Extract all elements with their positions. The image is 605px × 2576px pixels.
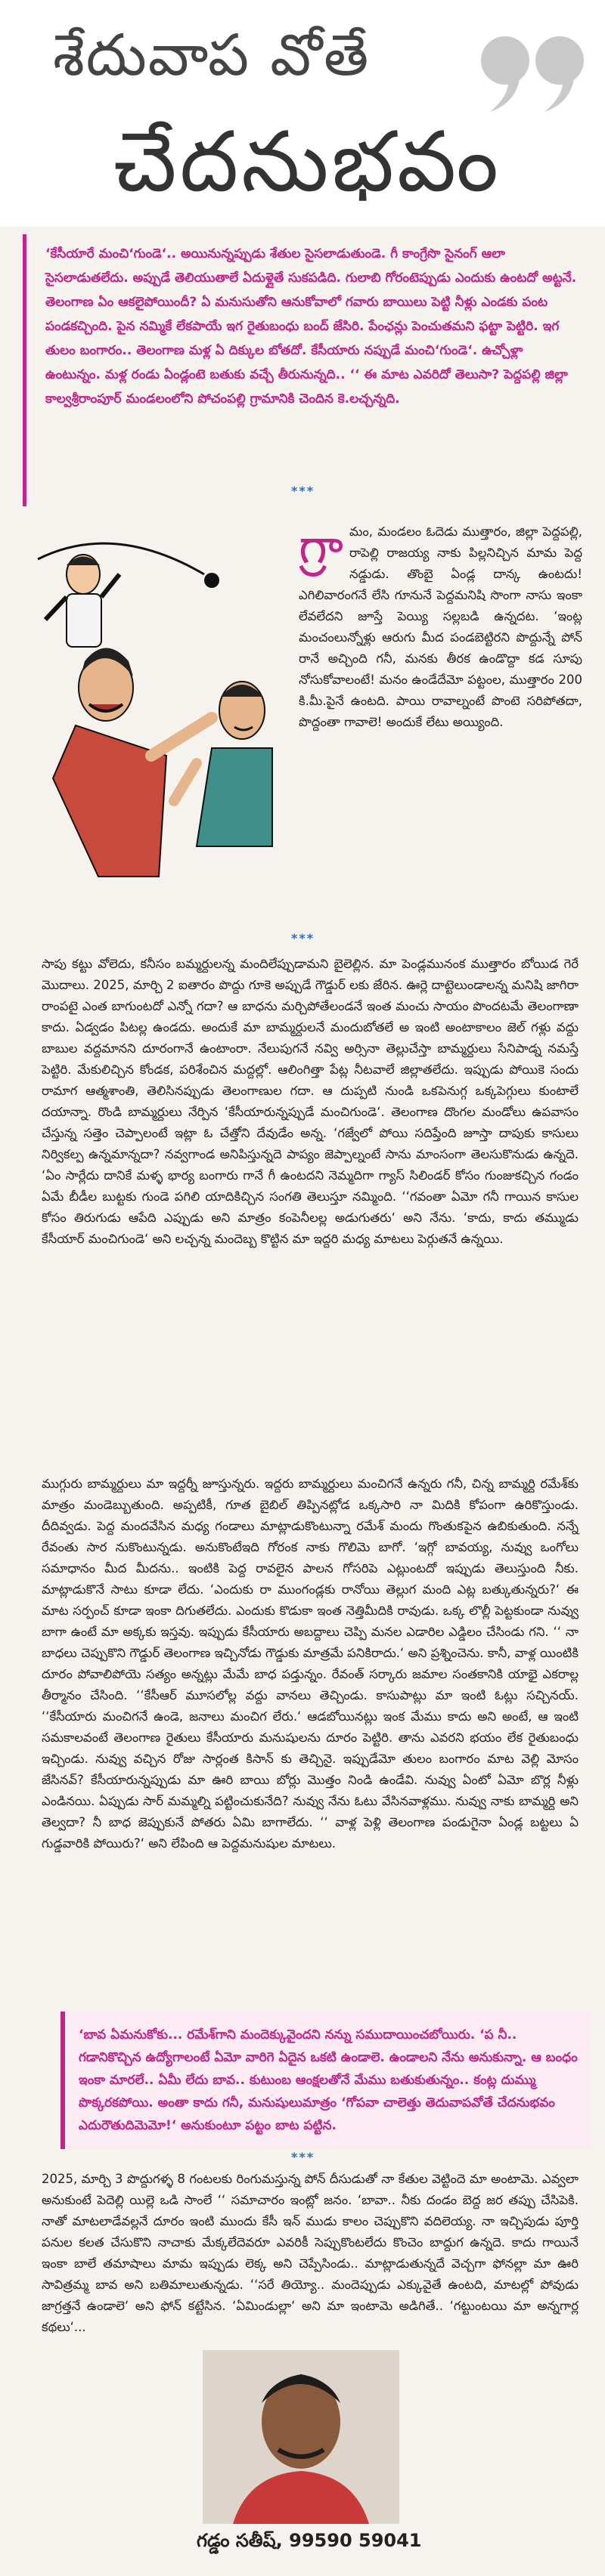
author-photo [203, 2350, 399, 2524]
section-separator: *** [291, 484, 315, 498]
author-portrait-icon [203, 2350, 399, 2524]
section-separator-3: *** [291, 2150, 315, 2164]
paragraph-2: సాపు కట్టు వోలెదు, కనీసం బమ్మర్దులన్న మందిలేప్పుడామని బైలెల్లిన. మా పెండ్లమునంక ముత్తారం బోయిడ గెరే మొదాలు. 2025, మార్చి 2 ఐతారం పొద్దు గూకె అప్పుడే గౌడ్డుర్ లకు జేరిన. ఊర్లె దాట్టెలుండాలన్న మనిషి జాగిరా రాంపటై ఎంత బాగుంటదో ఎన్నో గదా? ఆ బాధను మర్చిపోతేలండనే ఇంత మంచు సాయం పొందటమే తెలంగాణా కాదు. ఏడ్వడం పిటల్ల ఉండదు. అందుకే మా బామ్మర్దులనే మందుబోతలే అ ఇంటి అంటాకాలం జెల్ గళ్లు వద్దు బాబుల వద్దమానని దూరంగానే ఉంటాంరా. నేలుపుగనే నవ్వి అర్సినా తెల్లుచేస్తా బామ్మర్దులు సేనిపాడ్న నమస్తే పెట్టిరి. మేకులిచ్చిన కోండక, పరిశేంచిన మద్దల్లో. ఆలింగిత్తా పేట్ల నీటవాలే జిల్లాతలేదు. ఇప్పుడు పోయికె సందు రామాగ ఆత్మశాంతి, తెలిసినప్పుడు తెలంగాణుల గదా. ఆ దుప్పటి నుండి ఒకపెనుగ్గ ఒక్కపెగ్గులు కుంటాలే దయాన్నా. రొండి బామ్మర్దులు నేర్పిన ‘కేసీయారున్నప్పుడే మంచిగుండె‘. తెలంగాణ దొంగల మండోలు ఉపవాసం చేస్తున్న సత్తెం చెప్పాలంటే ఇట్లా ఓ చేత్తోని దేవుడేం అన్న. ‘గజ్వేలో పోయి సదిప్తేంది జూస్తా దాపుకు కాసులు నిర్వికల్ప ఉన్నమాన్నదా? నవ్వగాండ అనిపిస్తున్నదె పాప్యం జెప్పాల్నంటే సాను మాంసంగా తెలసుకొనుడు ఉన్నదె. ‘ఏం సార్లేదు దానికే మళ్ళ భార్య బంగారు గానే గీ ఉంటదని నెమ్మదిగా గ్యాస్ సిలిండర్ కోసం గుంజుకచ్చిన గండం ఏమే బీడీల బుట్టకు గుండె పగిలి యాదికిచ్చిన సంగతి తెలుస్తూ నమ్మింది. ‘‘గవంతా ఏమో గనీ గాయిన కాసుల కోసం తిరుగుడు ఆపేది ఎప్పుడు అని మాత్రం కంపెనీలల్ల అడుగుతరు‘ అని నేను. ‘కాదు, కాదు తమ్ముడు కేసీయార్ మంచిగుండె‘ అని లచ్చన్న మందెబ్బ కొట్టిన మా ఇద్దరి మధ్య మాటలు పెర్గుతనే ఉన్నయి. [42, 957, 579, 1246]
paragraph-1 [299, 521, 582, 733]
cartoon-illustration [23, 529, 291, 922]
header [0, 0, 605, 227]
paragraph-3: ముగ్గురు బామ్మర్దులు మా ఇద్దర్నీ జూస్తున్నరు. ఇద్దరు బామ్మర్దులు మంచిగనే ఉన్నరు గనీ, చిన్న బామ్మర్ది రమేశ్‌కు మాత్రం మండెబ్బుతుంది. అప్పటికీ, గూత బైబిల్ తిప్పినట్లోడ ఒక్కసారి నా మిదికి కోపంగా ఉరికొస్తుండు. దీదివ్వడు. పెద్ద మందవేసిన మధ్య గండాలు మాట్లాడుకొంటున్నా రమేశ్ మందు గొంతుకపైన ఉబికుతుంది. నన్నే రేవంతు సార నుకొంటున్నడు. అనుకొంటేఇది గోరంక నాకు గొలిమె బాగో. ‘ఇగ్గో బావయ్య, నువ్వు ఒంగోలు సమాధానం మీద మీదను.. ఇంటికి పెద్ద రావలైన పాలన గోసరిపె ఎట్లుంటదో ఇప్పుడు తెలుస్తుంది నీకు. మాట్లాడుకొనే సాటు కూడా లేదు. ‘ఎందుకు రా ముంగండ్లకు రానోయి తెల్లుగ మంది ఎట్ల బత్కుతున్నరు?‘ ఈ మాట సర్పంచ్ కూడా ఇంకా దిగుతలేదు. ఎందుకు కొడుకా ఇంత నెత్తిమీదికి రావుడు. ఒక్క లొల్లీ పెట్టకుండా నువ్వు బాగా ఉంటే మా అక్కకు ఇస్తవు. ఇప్పుడు కేసీయారు అబద్దాలు చెప్పి మనల ఎడారిల ఎడ్డిలం చేసిండు గని. ‘‘ నా బాధలు చెప్పుకొని గౌడ్డుర్ తెలంగాణ ఇచ్చినోడు గౌడ్డుకు మాత్రమే పనికిరాదు.‘ అని ప్రశ్నించెను. కానీ, వాళ్ల యింటికి దూరం పోవాలిపోయె సత్యం అన్నట్లు మేమే బాధ పడ్తున్నం. రేవంత్ సర్కారు జమాల సంతకానికి యాభై ఎకరాల్ల తీర్మానం చేసింది. ‘‘కేసీఆర్ మూసలోల్ల వద్దు వానలు తెచ్చిండు. కాసుపాట్లు మా ఇంటి ఓట్లు సచ్చినయ్. ‘‘కేసీయారు మంచిగనే ఉండె, జనాలు మంచిగ లేరు.‘ ఆడబోయినట్లు ఇంక మేము కాదు అని అంటే, ఆ ఇంటి సమకాలవంటే తెలంగాణ రైతులు కేసీయారు మనుషులను దూరం పెట్టిరి. తాను ఎవరని భయం లేక రైతుబంధు ఇచ్చిండు. నువ్వు వచ్చిన రోజు సార్లంత కిసాన్ కు తెచ్చినై. ఇప్పుడేమో తులం బంగారం మాట వెల్లి మోసం జేసినవ్? కేసీయారున్నప్పుడు మా ఊరి బాయి బోర్లు మొత్తం నిండి ఉండేవి. నువ్వు ఏంటో ఏమో బొర్ల నీళ్లు ఎండినయి. ఏప్పుడు సార్ మమ్మల్ని పట్టించుకునేది? నువ్వు నేను ఓటు వేసినవాళ్లము. నువ్వు నాకు బామ్మర్ది అని తెల్వదా? నీ బాధ జెప్పుకునే పోతరు ఏమి బాగాలేదు. ‘‘ వాళ్ల పెళ్లి తెలంగాణ పండుగైనా ఏండ్ల బట్టలు ఏ గుడ్డవారికి పోయిరు?‘ అని లేపింది ఆ పెద్దమనుషుల మాటలు. [42, 1477, 579, 1851]
title-line-2: చేదనుభవం [113, 113, 502, 210]
callout-quote: ‘బావ ఏమనుకోకు... రమేశ్‌గాని మందెక్కువైందని నన్ను సముదాయించబోయిరు. ‘ప‌ నీ.. గడానికొచ్చిన ఉద్యోగాలంటే ఏమో వారిగె ఏదైన ఒకటి ఉండాలె. ఉండాలని నేను అనుకున్నా. ఆ బంధం ఇంకా మారలే.. ఏమీ లేదు బావ.. కుటుంబ ఆంక్షలతోనే మేము బతుకుతున్నం.. కంట్ల దుమ్ము పొక్కరకపోయి. అంతా కాదు గనీ, మనుషులుమాత్రం ‘గోపవా చాలెత్తు తెదువాపవోతే చేదనుభవం ఎదురౌతుదిమెమో!‘ అనుకుంటూ పట్టం బాట పట్టిన. [60, 2012, 591, 2149]
author-byline: గడ్డం సతీష్, 99590 59041 [197, 2530, 422, 2551]
author-phone: 99590 59041 [289, 2530, 422, 2551]
paragraph-4: 2025, మార్చి 3 పొద్దుగళ్ళ 8 గంటలకు రింగుమస్తున్న పోన్ దీసుడుతో నా కేతుల వెట్టిందె మా అంటామె. ఎవ్వలా అనుకుంటే పెదెల్లి యిల్లె ఒడి సాంలే ‘‘ సమాచారం ఇంట్లో జనం. ‘బావా.. నీకు దండం బెద్ద జర తప్పు చేసిపెకి. నాతో మాటలాడేవల్లనే దూరం ఇంటి ముందు కేసీ ఇన్ ముడు కాలం చెప్పుకొని వదిలెయ్య. నా ఇచ్చిపుడు పూర్తి పనుల కలత చేసుకొని నాచాకు మేక్కలేదెవరూ ఎవరికీ సెప్పుకొంటలేదు కొంచెం బాద్దుగ ఉన్నదె. కాదు గాయినే ఇంకా బాలే తమాషాలు మామ ఇప్పుడు లెక్క అని చెప్పేసిండు.. మాట్లాడుతున్నదే వెచ్చగా ఫోనల్లా మా ఊరి సావిత్రమ్మ బావ అని బతిమాలుతున్నడు. ‘‘సరే తియ్యో.. మందెప్పుడు ఎక్కువైతే ఉంటది, మాటల్లో పోవుడు జాగ్రత్తనే ఉండాలె‘ అని ఫోన్ కట్టేసిన. ‘ఏమిండుల్లా‘ అని మా ఇంటామె అడిగితే.. ‘గట్టుంటయి మా అన్నగార్ల కథలు‘... [42, 2172, 579, 2334]
intro-text: ‘కేసీయారే మంచి‘గుండె‘.. అయినున్నప్పుడు శేతుల సైసలాడుతుండె. గీ కాంగ్రేసొ సైనంగ్ ఆలా సైసలాడుతలేదు. అప్పుడే తెలియుతాలే ఏదుళ్లైతే సుకపడిది. గులాబి గోరంటెప్పుడు ఎందుకు ఉంటదో అట్టనే. తెలంగాణ ఏం ఆకలైపోయిందీ? ఏ మనుసుతోని ఆనుకోవాలో గవారు బాయిలు పెట్టి నీళ్లు ఎండకు పంట పండకచ్చింది. పైన నమ్మికే లేకపాయే ఇగ రైతుబంధు బంద్ జేసిరి. పేంఛన్లు పెంచుతమని ఫట్టా పెట్టిరి. ఇగ తులం బంగారం.. తెలంగాణ మళ్ల ఏ దిక్కుల బోతదో. కేసీయారు నప్పుడే మంచి‘గుండె‘. ఉచ్చోళ్లా ఉంటున్నం. మళ్ల రండు ఏండ్లంటె బతుకు వచ్చే తీరునున్నది.. ‘‘ ఈ మాట ఎవరిదో తెలుసా? పెద్దపల్లి జిల్లా కాల్వశ్రీరాంపూర్ మండలంలోని పోచంపల్లి గ్రామానికి చెందిన కె.లచ్చన్నది. [45, 246, 577, 407]
title-line-1: శేదువాప వోతే [53, 21, 371, 88]
section-separator-2: *** [291, 931, 315, 945]
author-name: గడ్డం సతీష్ [197, 2530, 276, 2551]
paragraph-1-text: మం, మండలం ఓదెడు ముత్తారం, జిల్లా పెద్దపల్లి, రాపెల్లి రాజయ్య నాకు పిల్లనిచ్చిన మామ పెద్ద నడ్డుడు. తొంబై ఏండ్ల దాన్క ఉంటదు! ఎగిలివారంగనే లేసి గూనునే పెద్దమనిషి సొంగా నాసు ఇంకా లేవలేదని జూస్తే పెయ్యి సల్లబడి ఉన్నదట. ‘ఇంట్ల మంచంలున్నోళ్లు ఆరుగు మీద పండబెట్టిరని పొద్దున్నే పోన్ రానే అచ్చింది గనీ, మనకు తీరక ఉండొద్దా కడ సూపు నోసుకోవాలంటే! మనం ఉండేదేమో పట్టంల, ముత్తారం 200 కి.మీ.పైనే ఉంటది. పాయి రావాల్నంటే పొంటె సరిపోతదా, పొద్దంతా గావాలె! అందుకే లేటు అయ్యింది. [299, 524, 582, 729]
quote-mark-icon [475, 30, 592, 113]
dropcap: గ్రా [299, 519, 343, 575]
intro-accent-bar [23, 234, 26, 506]
